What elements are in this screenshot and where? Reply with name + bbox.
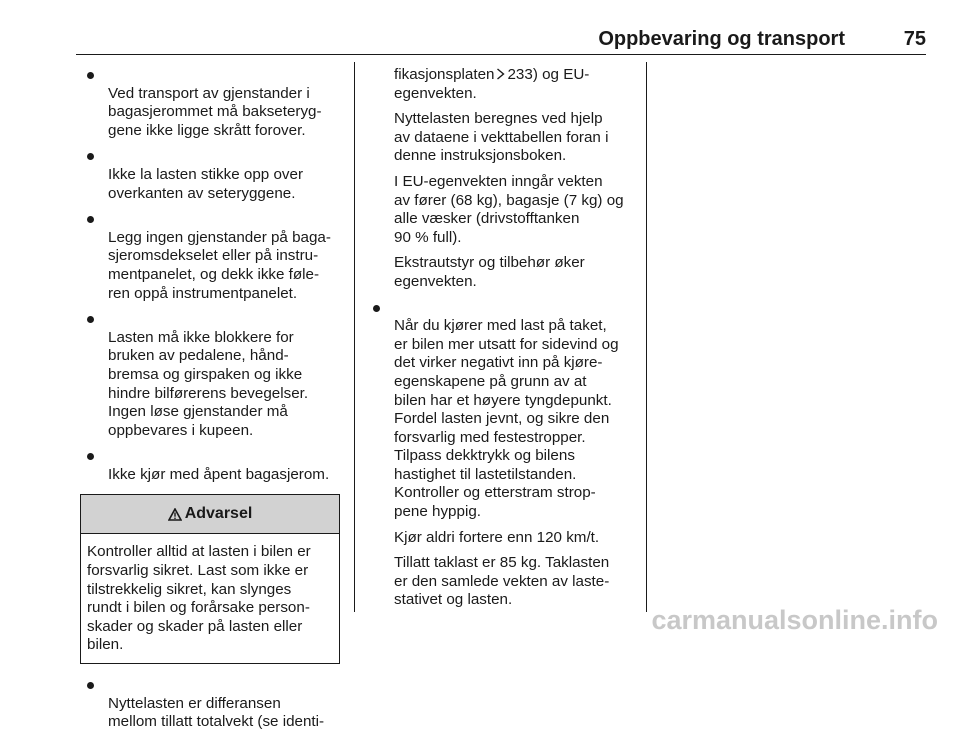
column-divider-right (646, 62, 647, 612)
list-item: Ikke kjør med åpent bagasjerom. (80, 447, 342, 484)
column-divider-left (354, 62, 355, 612)
warning-box (80, 494, 340, 664)
bullet-icon (87, 316, 94, 323)
section-title: Oppbevaring og transport (598, 28, 845, 50)
warning-title: Advarsel (184, 505, 253, 523)
bullet-icon (87, 72, 94, 79)
right-column (366, 66, 636, 617)
list-item: Nyttelasten er differansen mellom tillatt totalvekt (se identi- (80, 676, 342, 732)
list-item: Ikke la lasten stikke opp over overkanten av seteryggene. (80, 147, 342, 203)
continuation-paragraph: fikasjonsplaten 233) og EU- egenvekten. (394, 66, 590, 102)
left-column (80, 66, 342, 739)
bullet-icon (87, 216, 94, 223)
warning-triangle-icon (168, 508, 182, 521)
watermark: carmanualsonline.info (651, 605, 938, 635)
warning-header (81, 495, 339, 534)
bullet-icon (87, 153, 94, 160)
list-item: Ved transport av gjenstander i bagasjerommet må bakseteryg- gene ikke ligge skrått forover. (80, 66, 342, 140)
paragraph: Tillatt taklast er 85 kg. Taklasten er den samlede vekten av laste- stativet og lasten. (394, 554, 610, 609)
bullet-icon (373, 305, 380, 312)
paragraph: Nyttelasten beregnes ved hjelp av dataene i vekttabellen foran i denne instruksjonsboken. (394, 110, 609, 165)
list-item: Lasten må ikke blokkere for bruken av pedalene, hånd- bremsa og girspaken og ikke hindre bilførerens bevegelser. Ingen løse gjenstander må oppbevares i kupeen. (80, 310, 342, 440)
list-item: Når du kjører med last på taket, er bilen mer utsatt for sidevind og det virker negativt inn på kjøre- egenskapene på grunn av at bilen har et høyere tyngdepunkt. Fordel lasten jevnt, og sikre den forsvarlig med festestropper. Tilpass dekktrykk og bilens hastighet til lastetilstanden. Kontroller og etterstram strop- pene hyppig. (366, 299, 636, 522)
page-number: 75 (903, 28, 926, 50)
paragraph: I EU-egenvekten inngår vekten av fører (68 kg), bagasje (7 kg) og alle væsker (drivstofftanken 90 % full). (394, 172, 624, 246)
paragraph: Kjør aldri fortere enn 120 km/t. (394, 528, 600, 546)
page-reference-arrow-icon (496, 68, 505, 80)
list-item: Legg ingen gjenstander på baga- sjeromsdekselet eller på instru- mentpanelet, og dekk ikke føle- ren oppå instrumentpanelet. (80, 210, 342, 303)
bullet-icon (87, 453, 94, 460)
header-rule (76, 54, 926, 55)
paragraph: Ekstrautstyr og tilbehør øker egenvekten. (394, 254, 585, 290)
bullet-icon (87, 682, 94, 689)
warning-text: Kontroller alltid at lasten i bilen er forsvarlig sikret. Last som ikke er tilstrekkelig sikret, kan slynges rundt i bilen og forårsake person- skader og skader på lasten eller bilen. (87, 543, 311, 654)
